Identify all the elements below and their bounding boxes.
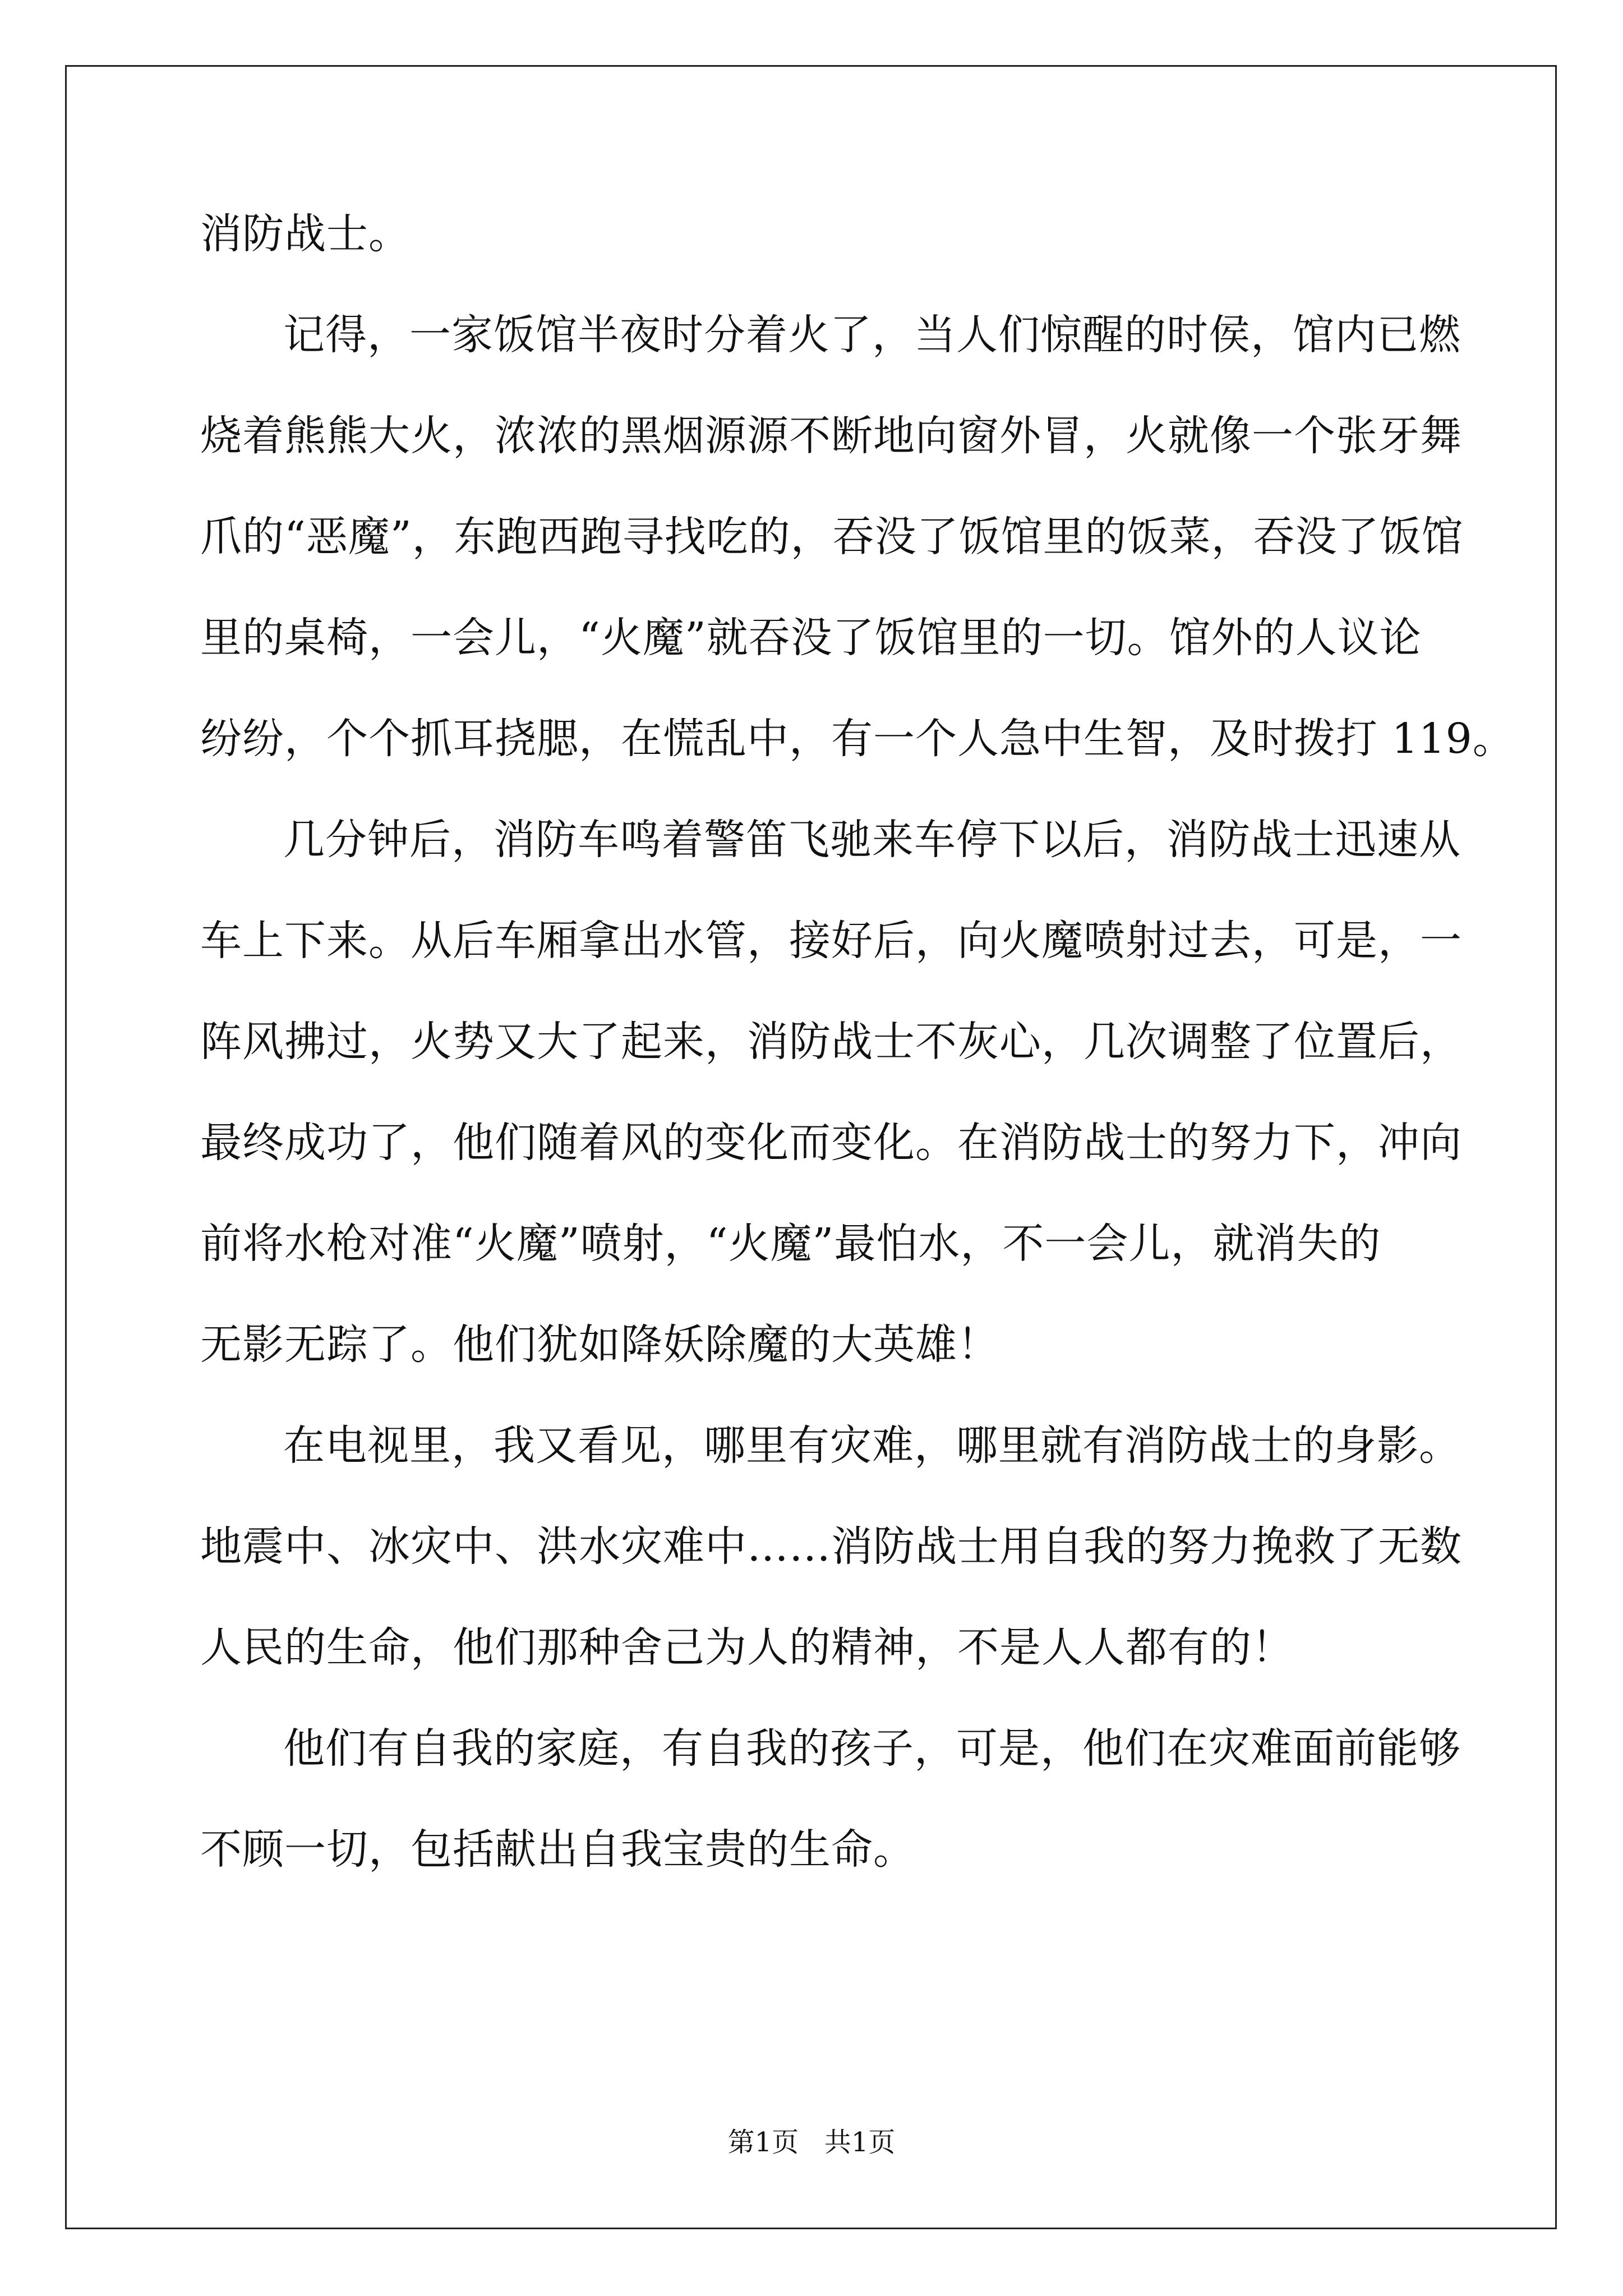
text-line: 前将水枪对准“火魔”喷射，“火魔”最怕水，不一会儿，就消失的 <box>200 1220 1381 1268</box>
text-line: 消防战士。 <box>200 210 411 258</box>
text-line: 烧着熊熊大火，浓浓的黑烟源源不断地向窗外冒，火就像一个张牙舞 <box>200 412 1462 460</box>
paragraph-first-line: 他们有自我的家庭，有自我的孩子，可是，他们在灾难面前能够 <box>283 1724 1461 1773</box>
text-line: 无影无踪了。他们犹如降妖除魔的大英雄！ <box>200 1320 999 1369</box>
text-line: 最终成功了，他们随着风的变化而变化。在消防战士的努力下，冲向 <box>200 1119 1462 1167</box>
paragraph-first-line: 几分钟后，消防车鸣着警笛飞驰来车停下以后，消防战士迅速从 <box>283 816 1461 864</box>
text-line: 地震中、冰灾中、洪水灾难中……消防战士用自我的努力挽救了无数 <box>200 1522 1462 1571</box>
paragraph-first-line: 在电视里，我又看见，哪里有灾难，哪里就有消防战士的身影。 <box>283 1421 1461 1470</box>
text-line: 里的桌椅，一会儿，“火魔”就吞没了饭馆里的一切。馆外的人议论 <box>200 614 1422 662</box>
text-line: 阵风拂过，火势又大了起来，消防战士不灰心，几次调整了位置后， <box>200 1018 1462 1066</box>
paragraph-first-line: 记得，一家饭馆半夜时分着火了，当人们惊醒的时侯，馆内已燃 <box>283 311 1461 359</box>
text-line: 纷纷，个个抓耳挠腮，在慌乱中，有一个人急中生智，及时拨打 119。 <box>200 715 1515 763</box>
text-line: 不顾一切，包括献出自我宝贵的生命。 <box>200 1825 915 1874</box>
text-line: 爪的“恶魔”，东跑西跑寻找吃的，吞没了饭馆里的饭菜，吞没了饭馆 <box>200 513 1464 561</box>
text-line: 人民的生命，他们那种舍己为人的精神，不是人人都有的！ <box>200 1623 1294 1672</box>
text-line: 车上下来。从后车厢拿出水管，接好后，向火魔喷射过去，可是，一 <box>200 917 1462 965</box>
page-number-footer: 第1页 共1页 <box>727 2127 896 2158</box>
